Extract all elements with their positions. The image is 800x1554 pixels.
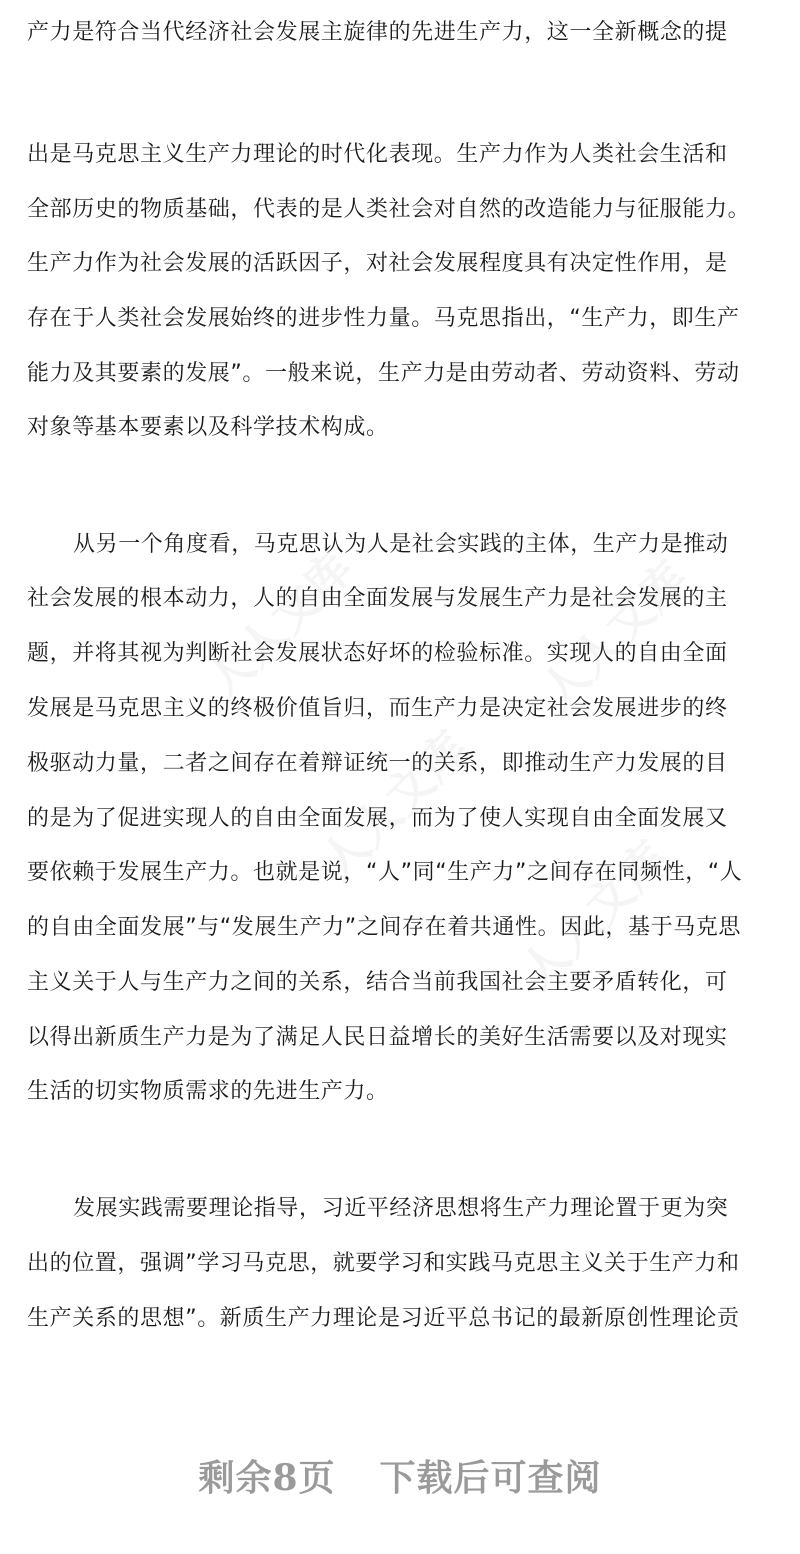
watermark: 人人文库 [309,720,479,890]
text-line: 以得出新质生产力是为了满足人民日益增长的美好生活需要以及对现实 [27,1025,728,1050]
text-line: 极驱动力量，二者之间存在着辩证统一的关系，即推动生产力发展的目 [27,751,728,776]
text-line: 主义关于人与生产力之间的关系，结合当前我国社会主要矛盾转化，可 [27,970,728,995]
watermark: 人人文库 [194,540,364,710]
text-line: 发展实践需要理论指导，习近平经济思想将生产力理论置于更为突 [73,1196,729,1221]
text-line: 对象等基本要素以及科学技术构成。 [27,415,389,440]
text-line: 发展是马克思主义的终极价值旨归，而生产力是决定社会发展进步的终 [27,696,728,721]
watermark: 人人文库 [509,830,679,1000]
text-line: 的自由全面发展”与“发展生产力”之间存在着共通性。因此，基于马克思 [27,915,741,940]
remaining-pages-label: 剩余8页 [198,1457,336,1499]
text-line: 全部历史的物质基础，代表的是人类社会对自然的改造能力与征服能力。 [27,197,751,222]
text-line: 的是为了促进实现人的自由全面发展，而为了使人实现自由全面发展又 [27,806,728,831]
text-line: 题，并将其视为判断社会发展状态好坏的检验标准。实现人的自由全面 [27,641,728,666]
text-line: 生活的切实物质需求的先进生产力。 [27,1079,389,1104]
text-line: 能力及其要素的发展”。一般来说，生产力是由劳动者、劳动资料、劳动 [27,361,740,386]
watermark: 人人文库 [529,550,699,720]
text-line: 从另一个角度看，马克思认为人是社会实践的主体，生产力是推动 [73,532,729,557]
text-line: 出的位置，强调”学习马克思，就要学习和实践马克思主义关于生产力和 [27,1251,740,1276]
text-line: 要依赖于发展生产力。也就是说，“人”同“生产力”之间存在同频性，“人 [27,860,743,885]
text-line: 产力是符合当代经济社会发展主旋律的先进生产力，这一全新概念的提 [27,20,728,45]
download-prompt[interactable] [0,1450,800,1501]
text-line: 出是马克思主义生产力理论的时代化表现。生产力作为人类社会生活和 [27,142,728,167]
download-to-view-label[interactable]: 下载后可查阅 [379,1457,602,1499]
text-line: 生产关系的思想”。新质生产力理论是习近平总书记的最新原创性理论贡 [27,1306,740,1331]
text-line: 社会发展的根本动力，人的自由全面发展与发展生产力是社会发展的主 [27,586,728,611]
text-line: 生产力作为社会发展的活跃因子，对社会发展程度具有决定性作用，是 [27,251,728,276]
text-line: 存在于人类社会发展始终的进步性力量。马克思指出，“生产力，即生产 [27,306,740,331]
